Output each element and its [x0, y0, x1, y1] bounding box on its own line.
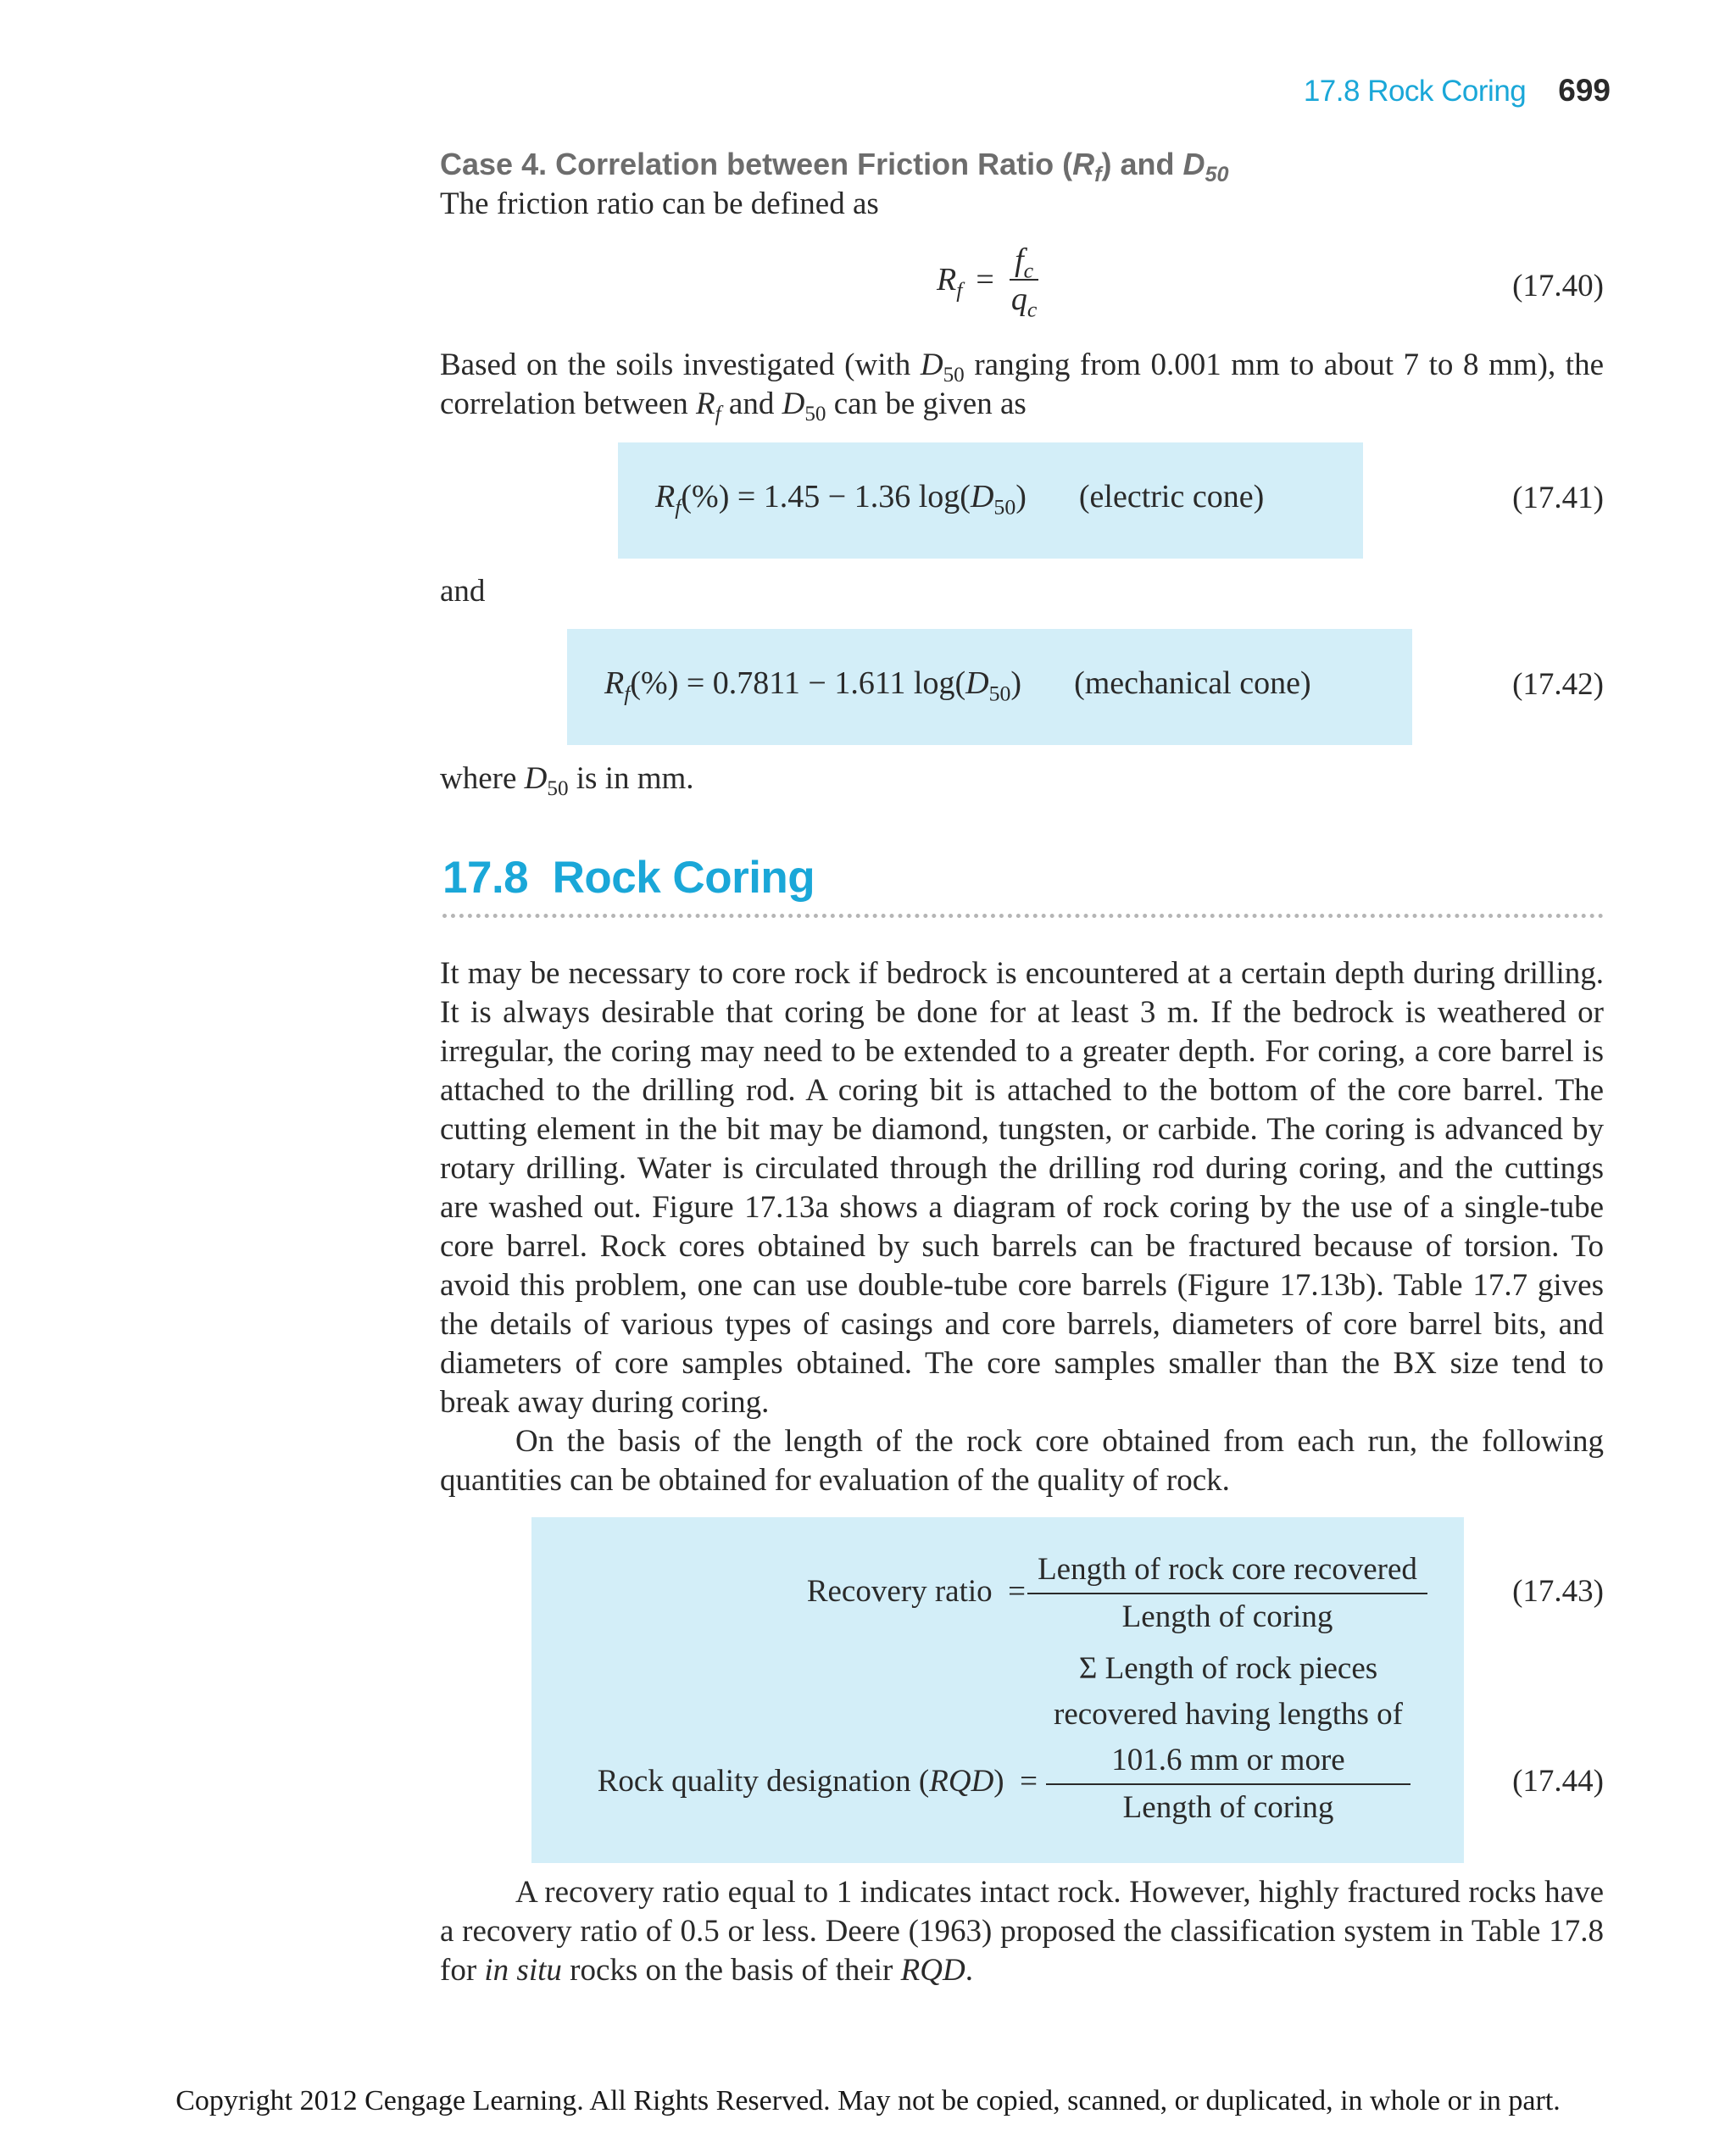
friction-intro-text: The friction ratio can be defined as: [440, 186, 879, 221]
rqd-numerator-line-2: recovered having lengths of: [1054, 1697, 1403, 1732]
equation-17-40: $R_f$ = $\frac{f_c}{q_c}$: [937, 242, 1042, 318]
equation-number-17-40: (17.40): [1512, 269, 1604, 303]
correlation-intro-text: Based on the soils investigated (with $D_{50}$ ranging from 0.001 mm to about 7 to 8 mm), the correlation between $R_f$ and $D_{50}$ can be given as: [440, 348, 1604, 426]
rqd-fraction: [1046, 1646, 1410, 1831]
paragraph-coring-procedure: It may be necessary to core rock if bedrock is encountered at a certain depth during drilling. It is always desirable that coring be done for at least 3 m. If the bedrock is weathered or irregular, the coring may need to be extended to a greater depth. For coring, a core barrel is attached to the drilling rod. A coring bit is attached to the bottom of the core barrel. The cutting element in the bit may be diamond, tungsten, or carbide. The coring is advanced by rotary drilling. Water is circulated through the drilling rod during coring, and the cuttings are washed out. Figure 17.13a shows a diagram of rock coring by the use of a single-tube core barrel. Rock cores obtained by such barrels can be fractured because of torsion. To avoid this problem, one can use double-tube core barrels (Figure 17.13b). Table 17.7 gives the details of various types of casings and core barrels, diameters of core barrel bits, and diameters of core samples obtained. The core samples smaller than the BX size tend to break away during coring.: [440, 956, 1604, 1420]
section-heading: 17.8 Rock Coring: [442, 853, 815, 903]
equation-17-41: $R_f(\%) = 1.45 - 1.36$ $\log(D_{50})$ (electric cone): [655, 479, 1265, 520]
case-heading: Case 4. Correlation between Friction Ratio $(R_f)$ and $D_{50}$: [440, 147, 1229, 187]
recovery-ratio-numerator: Length of rock core recovered: [1027, 1547, 1427, 1594]
friction-ratio-fraction: $\frac{f_c}{q_c}$: [1010, 242, 1038, 322]
running-header-section: 17.8 Rock Coring: [1303, 75, 1527, 108]
equation-number-17-41: (17.41): [1512, 481, 1604, 515]
recovery-ratio-paragraph: A recovery ratio equal to 1 indicates intact rock. However, highly fractured rocks have a recovery ratio of 0.5 or less. Deere (1963) proposed the classification system in Table 17.8 for in situ rocks on the basis of their RQD.: [440, 1875, 1604, 1988]
mechanical-cone-note: (mechanical cone): [1074, 665, 1311, 701]
section-divider: [442, 914, 1604, 918]
rock-coring-paragraph: [440, 954, 1604, 1500]
equation-number-17-42: (17.42): [1512, 667, 1604, 702]
rqd-denominator: Length of coring: [1122, 1790, 1334, 1825]
rqd-numerator-line-3: 101.6 mm or more: [1046, 1738, 1410, 1785]
where-text: where $D_{50}$ is in mm.: [440, 761, 694, 801]
running-header: [1304, 73, 1611, 108]
paragraph-quality-intro: On the basis of the length of the rock core obtained from each run, the following quantities can be obtained for evaluation of the quality of rock.: [440, 1424, 1604, 1498]
equation-number-17-43: (17.43): [1512, 1574, 1604, 1609]
rqd-numerator-line-1: Σ Length of rock pieces: [1078, 1651, 1378, 1686]
page-number: 699: [1558, 73, 1611, 108]
recovery-ratio-fraction: [1027, 1547, 1427, 1640]
rqd-label: Rock quality designation (RQD) =: [597, 1764, 1038, 1799]
copyright-notice: Copyright 2012 Cengage Learning. All Rights Reserved. May not be copied, scanned, or duplicated, in whole or in part.: [175, 2085, 1561, 2116]
recovery-ratio-label: Recovery ratio =: [806, 1574, 1026, 1609]
electric-cone-note: (electric cone): [1078, 479, 1265, 515]
equation-number-17-44: (17.44): [1512, 1764, 1604, 1799]
recovery-ratio-denominator: Length of coring: [1121, 1599, 1333, 1634]
equation-17-42: $R_f(\%) = 0.7811 - 1.611$ $\log(D_{50})$ (mechanical cone): [604, 665, 1311, 706]
and-text: and: [440, 574, 486, 609]
